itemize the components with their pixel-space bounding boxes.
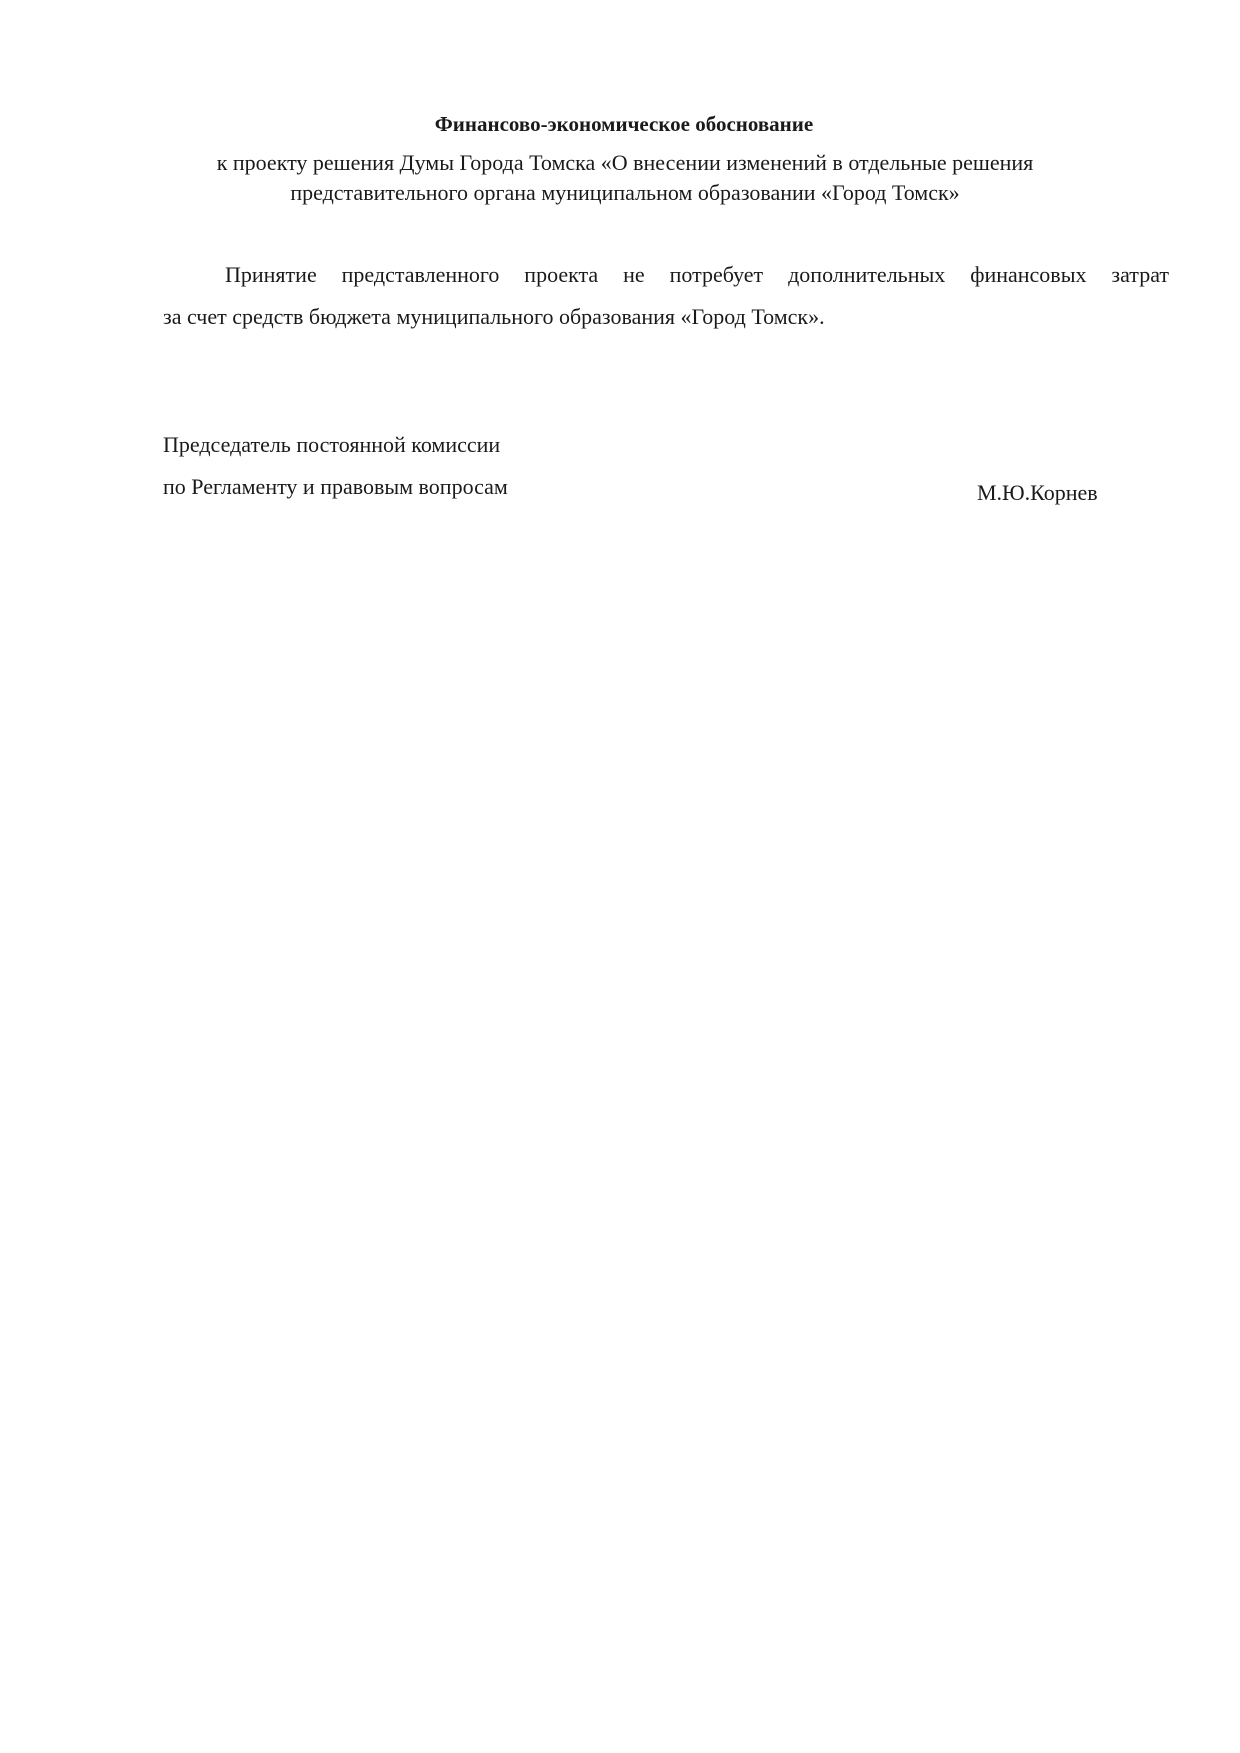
body-line: за счет средств бюджета муниципального образования «Город Томск». (163, 304, 825, 329)
document-subtitle (195, 148, 1055, 208)
signatory-position (163, 424, 508, 508)
document-title: Финансово-экономическое обоснование (434, 112, 814, 136)
body-paragraph (163, 254, 1169, 338)
signatory-name: М.Ю.Корнев (977, 480, 1098, 505)
signatory-position-line: по Регламенту и правовым вопросам (163, 474, 508, 499)
subtitle-line: представительного органа муниципальном образовании «Город Томск» (290, 180, 960, 205)
signatory-position-line: Председатель постоянной комиссии (163, 432, 501, 457)
body-line: Принятие представленного проекта не потребует дополнительных финансовых затрат (225, 262, 1169, 287)
subtitle-line: к проекту решения Думы Города Томска «О внесении изменений в отдельные решения (216, 150, 1034, 175)
